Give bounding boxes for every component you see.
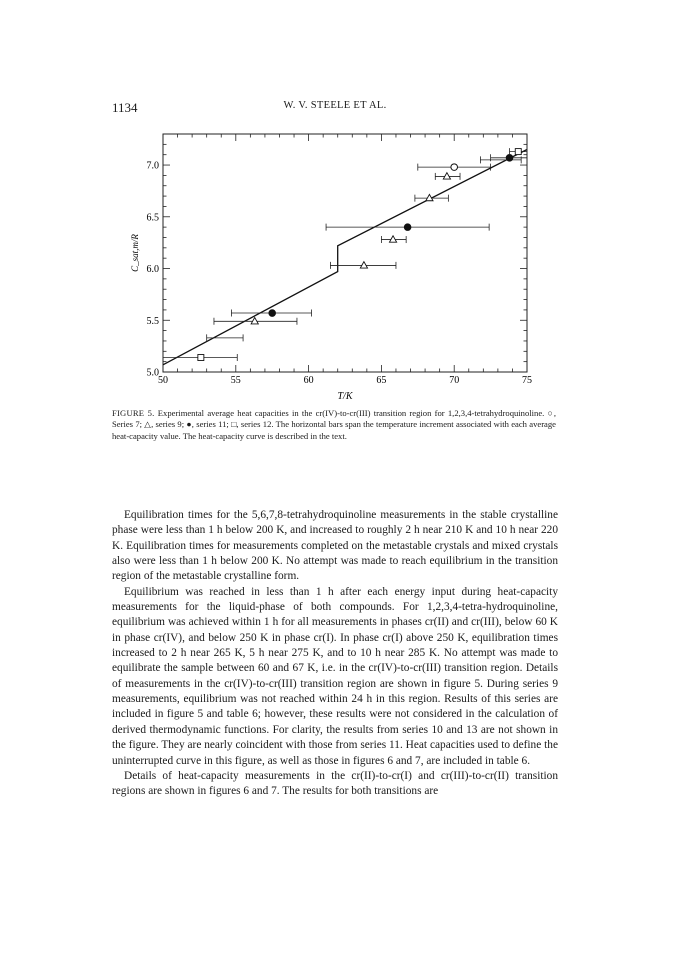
data-point-series-9: [389, 236, 396, 242]
paragraph-2: Equilibrium was reached in less than 1 h after each energy input during heat-capacity measurements for the liquid-phase of both compounds. For 1,2,3,4-tetra-hydroquinoline, equilibrium was achieved within 1 h for all measurements in phases cr(II) and cr(III), below 60 K in phase cr(IV), and below 250 K in phase cr(I). In phase cr(I) above 250 K, equilibration times increased to 2 h near 265 K, 5 h near 275 K, and to 10 h near 285 K. No attempt was made to equilibrate the sample between 60 and 67 K, i.e. in the cr(IV)-to-cr(III) transition region. Details of measurements in the cr(IV)-to-cr(III) transition region are shown in figure 5. During series 9 measurements, equilibrium was not reached within 24 h in this region. Results of this series are included in figure 5 and table 6; however, these results were not considered in the calculation of derived thermodynamic functions. For clarity, the results from series 10 and 13 are not shown in the figure. They are nearly coincident with those from series 11. Heat capacities used to define the uninterrupted curve in this figure, as well as those in figures 6 and 7, are included in table 6.: [112, 585, 558, 767]
data-point-series-9: [360, 262, 367, 268]
heat-capacity-chart: [110, 120, 550, 402]
data-point-series-9: [443, 173, 450, 179]
x-tick-label: 50: [158, 375, 168, 386]
data-point-series-11: [506, 155, 513, 162]
data-point-series-11: [269, 310, 276, 317]
running-head: W. V. STEELE ET AL.: [283, 100, 387, 111]
x-tick-label: 65: [376, 375, 387, 386]
heat-capacity-curve: [163, 150, 527, 365]
paragraph-3: Details of heat-capacity measurements in the cr(II)-to-cr(I) and cr(III)-to-cr(II) transition regions are shown in figures 6 and 7. The results for both transitions are: [112, 769, 558, 798]
x-axis-label: T/K: [337, 391, 353, 402]
x-tick-label: 70: [449, 375, 460, 386]
figure-label: FIGURE 5.: [112, 408, 155, 418]
page-header: [112, 100, 558, 120]
y-tick-label: 6.5: [146, 212, 159, 224]
y-tick-label: 5.5: [146, 315, 159, 327]
y-axis-label: C_sat,m/R: [130, 234, 140, 272]
y-tick-label: 6.0: [146, 264, 159, 276]
y-tick-label: 5.0: [146, 367, 159, 379]
data-point-series-9: [251, 317, 258, 323]
page-number: 1134: [112, 100, 138, 115]
y-tick-label: 7.0: [146, 160, 159, 172]
figure-caption-text: Experimental average heat capacities in the cr(IV)-to-cr(III) transition region for 1,2,3,4-tetrahydroquinoline. ○, Series 7; △, series 9; ●, series 11; □, series 12. The horizontal bars span the temperature increment associated with each average heat-capacity value. The heat-capacity curve is described in the text.: [112, 408, 556, 441]
data-point-series-12: [515, 149, 521, 155]
x-tick-label: 60: [303, 375, 314, 386]
paragraph-1: Equilibration times for the 5,6,7,8-tetrahydroquinoline measurements in the stable crystalline phase were less than 1 h below 200 K, and increased to roughly 2 h near 210 K and 10 h near 220 K. Equilibration times for measurements completed on the metastable crystals and mixed crystals also were less than 1 h below 200 K. No attempt was made to reach equilibrium in the transition region of the metastable crystalline form.: [112, 509, 558, 583]
body-text: [112, 508, 558, 800]
x-tick-label: 75: [522, 375, 532, 386]
x-tick-label: 55: [230, 375, 241, 386]
data-point-series-12: [198, 355, 204, 361]
data-point-series-7: [451, 164, 458, 171]
data-point-series-11: [404, 224, 411, 231]
figure-caption: [112, 408, 556, 442]
